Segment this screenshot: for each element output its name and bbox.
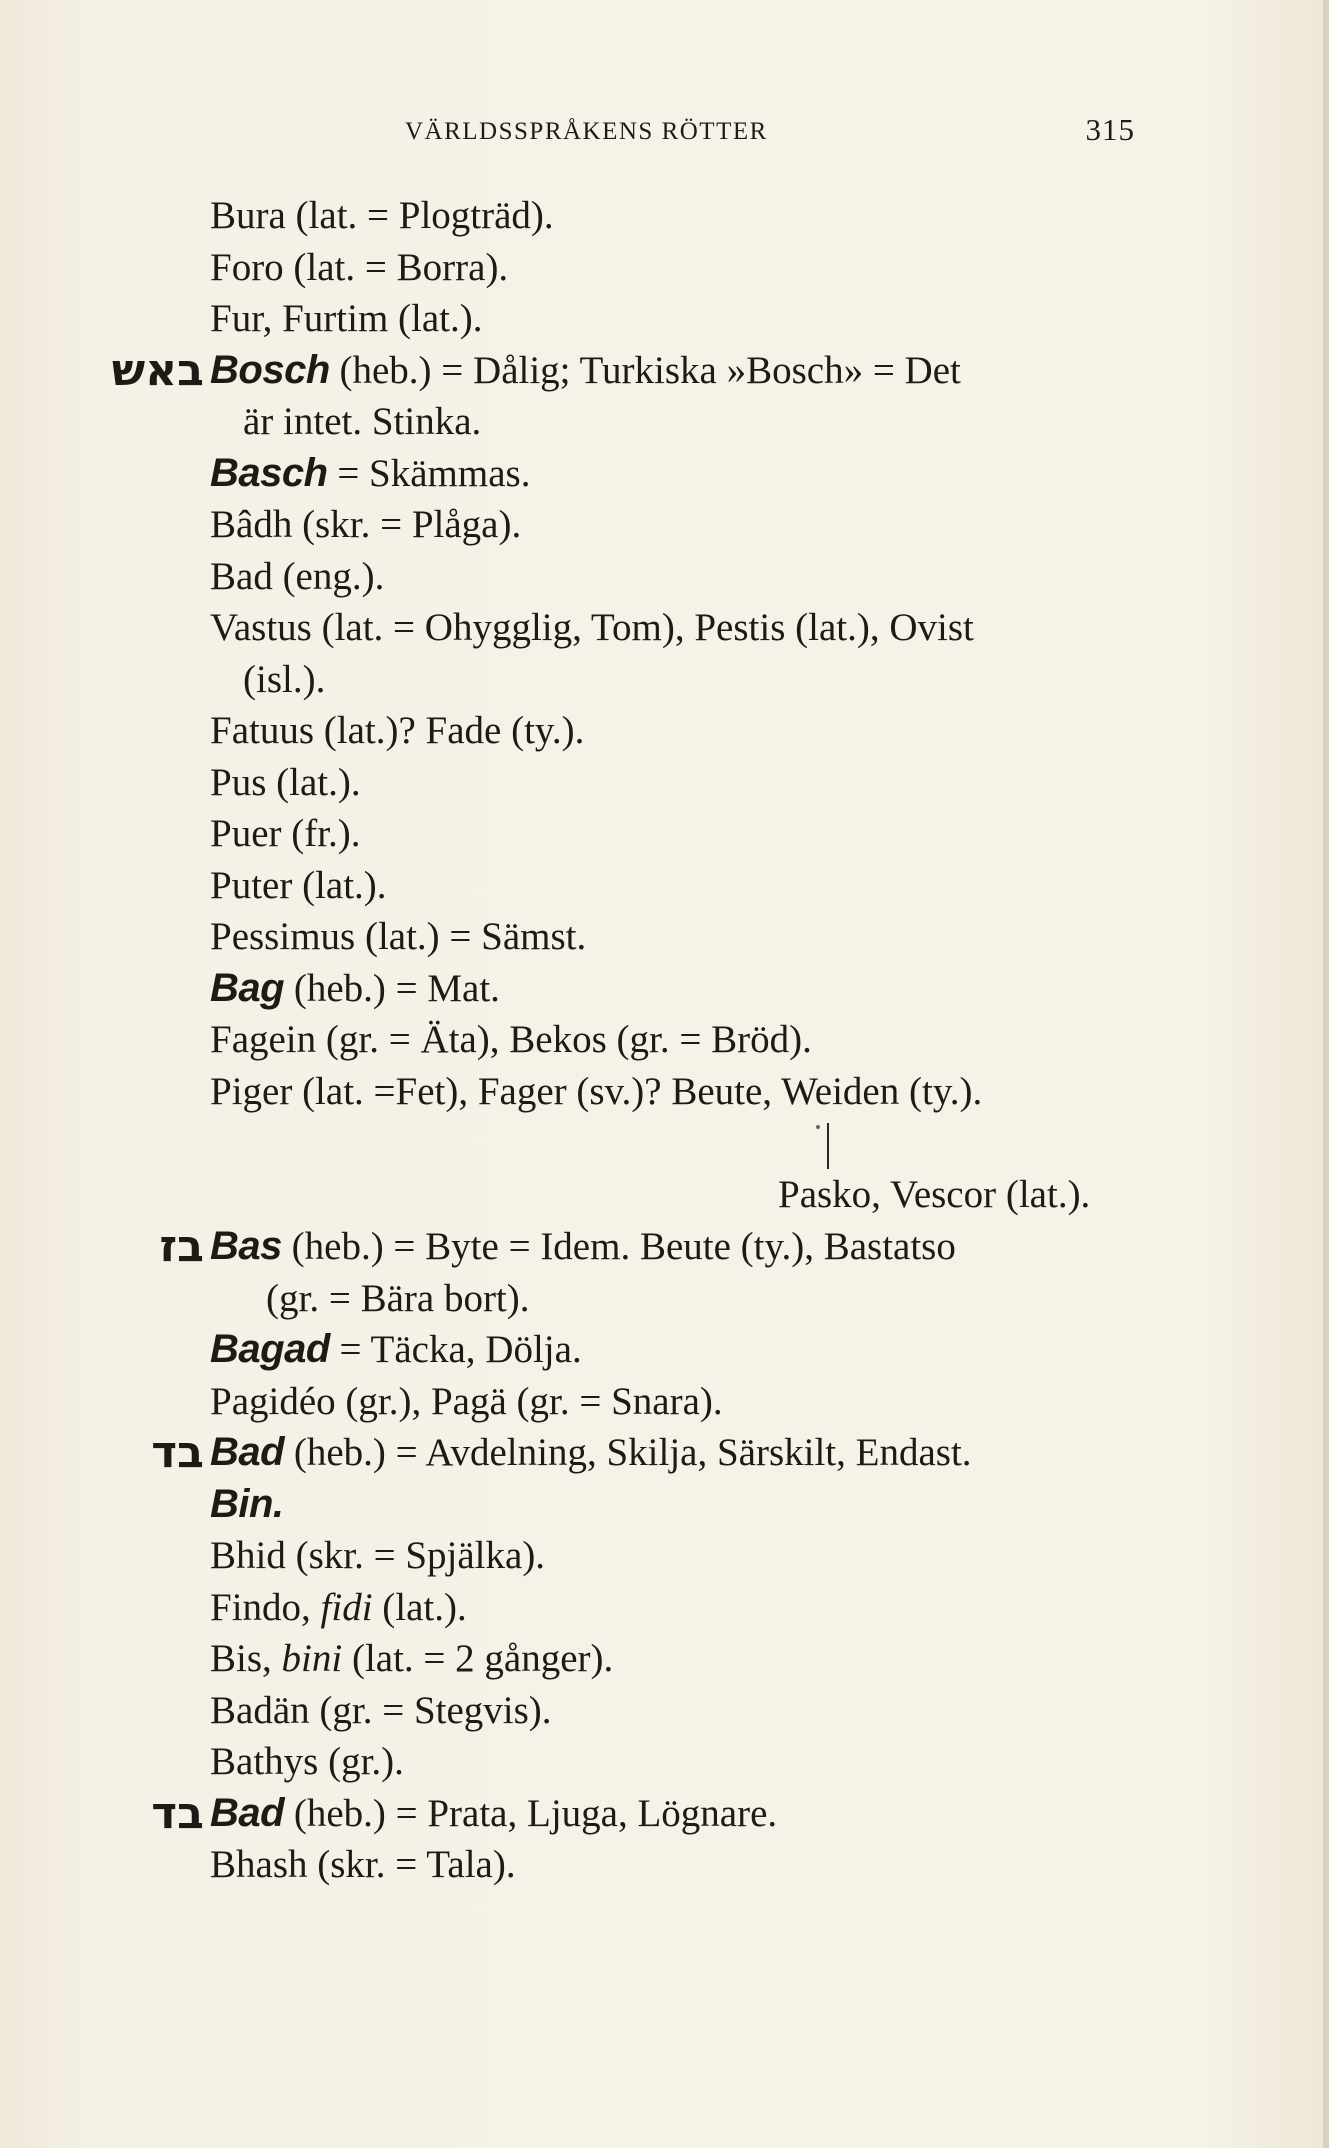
hebrew-root: באש <box>111 344 204 396</box>
entry-text: (heb.) = Prata, Ljuga, Lögnare. <box>284 1791 778 1835</box>
entry-line: Pus (lat.). <box>210 760 361 804</box>
entry-line-basch <box>210 448 1170 500</box>
entry-text: Findo, <box>210 1585 321 1629</box>
entry-line: Bhid (skr. = Spjälka). <box>210 1534 546 1577</box>
entry-line: Bad (eng.). <box>210 554 385 598</box>
entry-line-bosch <box>111 344 1170 397</box>
entry-line: Bâdh (skr. = Plåga). <box>210 503 522 546</box>
entry-line: Foro (lat. = Borra). <box>210 245 509 289</box>
entry-line: Bura (lat. = Plogträd). <box>210 194 554 237</box>
entry-headword: Bad <box>210 1790 285 1835</box>
entry-line: (isl.). <box>243 657 326 701</box>
hebrew-root: בד <box>151 1787 204 1839</box>
entry-line: Pasko, Vescor (lat.). <box>778 1173 1091 1216</box>
entry-line-bad-1 <box>151 1427 1170 1479</box>
entry-text: (heb.) = Byte = Idem. Beute (ty.), Bastatso <box>281 1225 956 1268</box>
entry-line: Fur, Furtim (lat.). <box>210 297 483 340</box>
entry-text: (lat.). <box>372 1585 467 1629</box>
entry-italic: bini <box>281 1637 343 1680</box>
entry-line: Puer (fr.). <box>210 812 361 855</box>
entry-headword: Bag <box>210 965 285 1010</box>
entry-text: = Täcka, Dölja. <box>329 1328 582 1371</box>
entry-headword: Bas <box>210 1224 282 1268</box>
entry-line: är intet. Stinka. <box>243 400 482 443</box>
entry-line <box>210 1582 1170 1634</box>
entry-line: Fagein (gr. = Äta), Bekos (gr. = Bröd). <box>210 1018 812 1061</box>
entry-text: (heb.) = Mat. <box>284 966 500 1010</box>
entry-text: (heb.) = Avdelning, Skilja, Särskilt, Endast. <box>284 1431 972 1474</box>
entry-text: = Skämmas. <box>327 451 531 495</box>
entry-text: (lat. = 2 gånger). <box>342 1637 614 1680</box>
entry-headword: Bin. <box>210 1481 284 1526</box>
entry-italic: fidi <box>320 1585 373 1629</box>
entry-line: Puter (lat.). <box>210 863 387 907</box>
entry-line: Badän (gr. = Stegvis). <box>210 1688 552 1732</box>
entry-line <box>210 1633 1170 1685</box>
entry-line: Bhash (skr. = Tala). <box>210 1843 516 1886</box>
entry-line: Fatuus (lat.)? Fade (ty.). <box>210 709 585 752</box>
entry-line: Vastus (lat. = Ohygglig, Tom), Pestis (lat.), Ovist <box>210 606 974 649</box>
entry-line: Piger (lat. =Fet), Fager (sv.)? Beute, Weiden (ty.). <box>210 1069 983 1113</box>
hebrew-root: בד <box>151 1427 204 1478</box>
entry-text: (heb.) = Dålig; Turkiska »Bosch» = Det <box>329 348 961 392</box>
entry-line-bag <box>210 963 1170 1015</box>
entry-headword: Bagad <box>210 1327 330 1371</box>
entry-line-bas <box>159 1221 1170 1273</box>
entry-headword: Bad <box>210 1430 285 1474</box>
page-header <box>405 112 1135 158</box>
entry-headword: Basch <box>210 450 328 495</box>
running-title: VÄRLDSSPRÅKENS RÖTTER <box>405 118 768 145</box>
entry-line-bin <box>210 1479 1170 1531</box>
entry-line: (gr. = Bära bort). <box>266 1276 530 1320</box>
entry-line: Bathys (gr.). <box>210 1740 404 1783</box>
hebrew-root: בז <box>159 1221 204 1272</box>
branch-line <box>827 1123 829 1169</box>
entry-line-bagad <box>210 1324 1170 1376</box>
entry-list <box>111 190 1170 1891</box>
page-number: 315 <box>1085 112 1135 147</box>
entry-line: Pessimus (lat.) = Sämst. <box>210 915 587 958</box>
entry-headword: Bosch <box>210 347 330 392</box>
pasko-branch <box>210 1117 1170 1221</box>
entry-line-bad-2 <box>151 1787 1170 1840</box>
branch-dot <box>816 1125 820 1129</box>
page-edge <box>1323 0 1329 2148</box>
entry-text: Bis, <box>210 1637 282 1680</box>
entry-line: Pagidéo (gr.), Pagä (gr. = Snara). <box>210 1379 723 1423</box>
